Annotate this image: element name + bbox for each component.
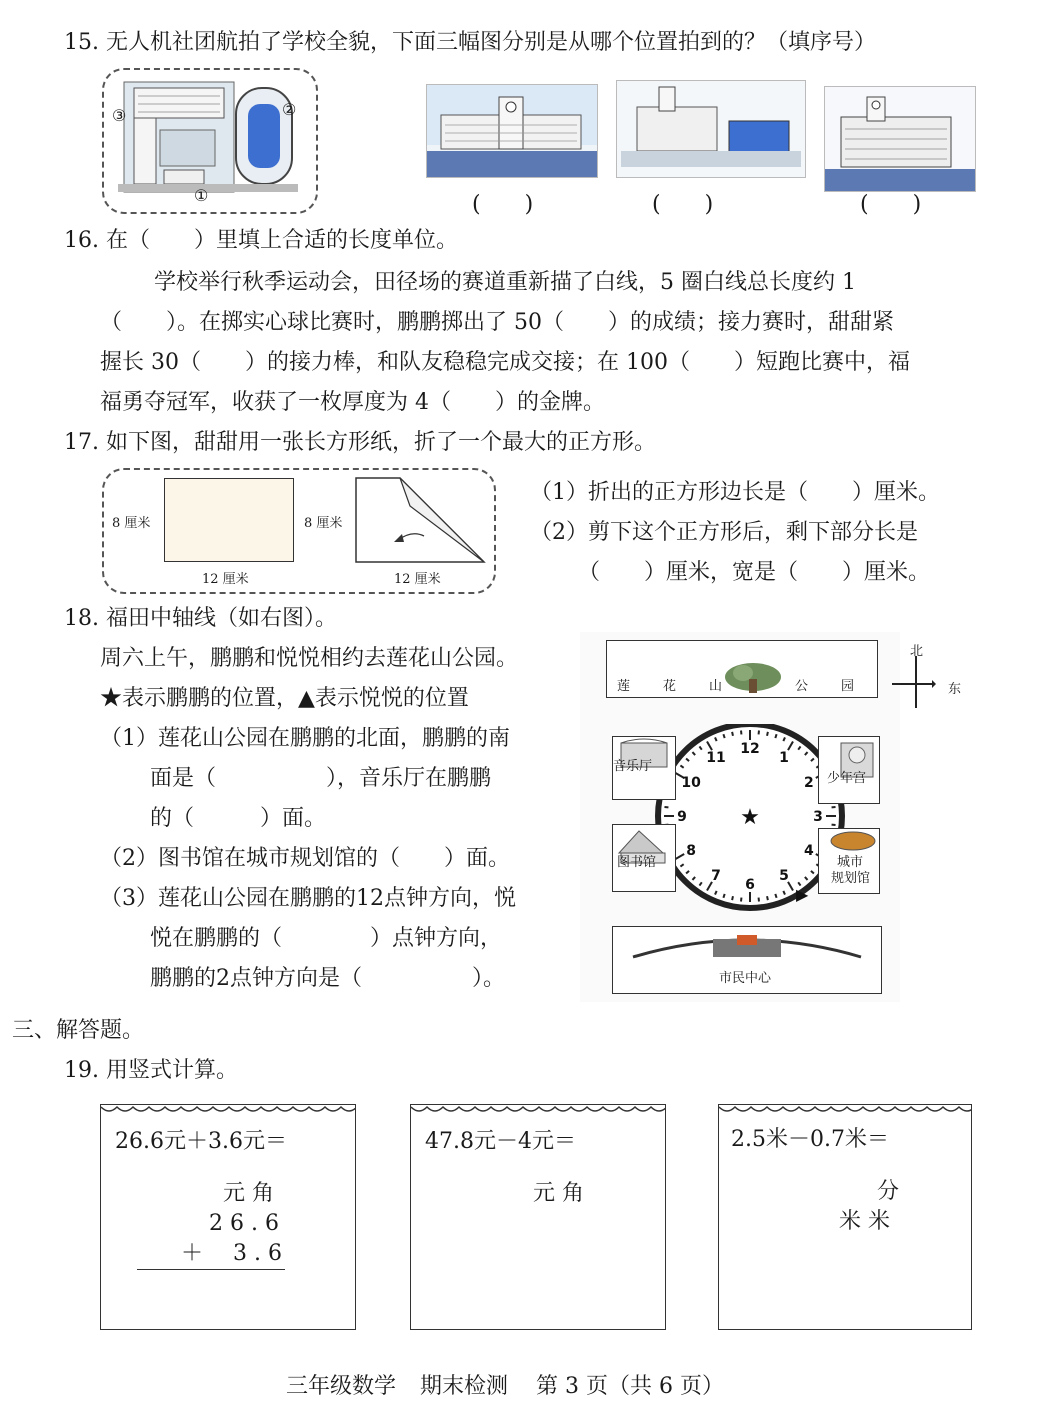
clock-number-9: 9 xyxy=(677,809,687,825)
clock-tick xyxy=(767,732,768,736)
calc-card-1[interactable] xyxy=(100,1104,356,1330)
calc-2-units: 元 角 xyxy=(533,1181,584,1206)
calc-3-unit-top: 分 xyxy=(877,1179,900,1204)
clock-tick xyxy=(775,894,776,898)
q18-line-8: 悦在鹏鹏的（ ）点钟方向， xyxy=(150,926,503,951)
q17-figure-frame xyxy=(102,468,496,594)
calc-card-2[interactable] xyxy=(410,1104,666,1330)
clock-tick xyxy=(723,894,724,898)
footer-page: 第 3 页（共 6 页） xyxy=(536,1374,724,1399)
clock-tick xyxy=(732,896,733,900)
library-label: 图书馆 xyxy=(617,855,657,870)
position-marker-1: ① xyxy=(194,186,209,205)
calc-1-row-1: 2 6 . 6 xyxy=(209,1211,279,1236)
q15-blank-c[interactable]: ( ) xyxy=(860,192,922,217)
campus-overview-frame xyxy=(102,68,318,214)
compass-north: 北 xyxy=(910,644,924,659)
clock-number-1: 1 xyxy=(779,750,789,767)
q18-line-2: ★表示鹏鹏的位置，▲表示悦悦的位置 xyxy=(100,686,469,711)
rect-width-label: 12 厘米 xyxy=(202,572,249,587)
calc-1-row-2: 3 . 6 xyxy=(233,1241,282,1266)
q17-title: 17. 如下图，甜甜用一张长方形纸，折了一个最大的正方形。 xyxy=(64,430,656,455)
position-marker-2: ② xyxy=(282,100,297,119)
planning-hall-box xyxy=(818,828,880,894)
clock-number-6: 6 xyxy=(745,877,755,893)
civic-center-label: 市民中心 xyxy=(719,971,772,986)
q15-blank-a[interactable]: ( ) xyxy=(472,192,534,217)
q16-line-2: （ ）。在掷实心球比赛时，鹏鹏掷出了 50（ ）的成绩；接力赛时，甜甜紧 xyxy=(100,310,894,335)
library-box xyxy=(612,824,676,892)
calc-card-3[interactable] xyxy=(718,1104,972,1330)
yue-triangle-icon: ▶ xyxy=(796,885,809,904)
calc-2-expression: 47.8元－4元＝ xyxy=(425,1129,576,1154)
rect-height-label: 8 厘米 xyxy=(112,516,151,531)
clock-tick xyxy=(723,734,724,738)
q18-line-3: （1）莲花山公园在鹏鹏的北面，鹏鹏的南 xyxy=(100,726,510,751)
music-hall-label: 音乐厅 xyxy=(613,759,653,774)
park-char-4: 公 xyxy=(795,679,809,694)
park-char-5: 园 xyxy=(841,679,855,694)
q18-line-5: 的（ ）面。 xyxy=(150,806,327,831)
axis-map xyxy=(580,632,962,1002)
folded-width-label: 12 厘米 xyxy=(394,572,441,587)
q17-sub-2b: （ ）厘米，宽是（ ）厘米。 xyxy=(578,560,931,585)
clock-tick xyxy=(767,896,768,900)
peng-star-icon: ★ xyxy=(740,805,760,830)
civic-center-roof-icon xyxy=(613,927,881,969)
q16-title: 16. 在（ ）里填上合适的长度单位。 xyxy=(64,228,458,253)
youth-palace-label: 少年宫 xyxy=(827,771,867,786)
q18-line-1: 周六上午，鹏鹏和悦悦相约去莲花山公园。 xyxy=(100,646,519,671)
calc-1-units: 元 角 xyxy=(223,1181,274,1206)
q17-sub-1: （1）折出的正方形边长是（ ）厘米。 xyxy=(530,480,940,505)
q18-line-4: 面是（ ），音乐厅在鹏鹏 xyxy=(150,766,492,791)
clock-number-12: 12 xyxy=(740,741,760,757)
music-hall-box xyxy=(612,736,676,800)
calc-3-units: 米 米 xyxy=(839,1209,890,1234)
q16-line-1: 学校举行秋季运动会，田径场的赛道重新描了白线，5 圈白线总长度约 1 xyxy=(154,270,856,295)
footer-subject: 三年级数学 xyxy=(286,1374,397,1399)
view-photo-b xyxy=(616,80,806,178)
q18-line-6: （2）图书馆在城市规划馆的（ ）面。 xyxy=(100,846,510,871)
folded-paper xyxy=(354,476,490,566)
clock-number-4: 4 xyxy=(804,843,814,859)
park-char-1: 莲 xyxy=(617,679,631,694)
q17-sub-2a: （2）剪下这个正方形后，剩下部分长是 xyxy=(530,520,918,545)
planning-hall-label-2: 规划馆 xyxy=(831,871,871,886)
q18-title: 18. 福田中轴线（如右图）。 xyxy=(64,606,337,631)
calc-1-expression: 26.6元＋3.6元＝ xyxy=(115,1129,287,1154)
clock-number-8: 8 xyxy=(686,843,696,859)
civic-center-box xyxy=(612,926,882,994)
planning-hall-label-1: 城市 xyxy=(837,855,864,870)
q18-line-7: （3）莲花山公园在鹏鹏的12点钟方向，悦 xyxy=(100,886,516,911)
view-photo-a xyxy=(426,84,598,178)
park-char-2: 花 xyxy=(663,679,677,694)
clock-number-10: 10 xyxy=(681,775,701,791)
clock-number-5: 5 xyxy=(779,867,789,884)
paper-rectangle xyxy=(164,478,294,562)
compass-east: 东 xyxy=(948,682,962,697)
section-3-title: 三、解答题。 xyxy=(12,1018,145,1043)
clock-number-7: 7 xyxy=(711,867,721,884)
q15-blank-b[interactable]: ( ) xyxy=(652,192,714,217)
view-photo-c xyxy=(824,86,976,192)
campus-overview-illustration xyxy=(104,70,316,212)
q19-title: 19. 用竖式计算。 xyxy=(64,1058,238,1083)
q15-text: 15. 无人机社团航拍了学校全貌，下面三幅图分别是从哪个位置拍到的？（填序号） xyxy=(64,30,876,55)
q18-line-9: 鹏鹏的2点钟方向是（ ）。 xyxy=(150,966,505,991)
clock-number-2: 2 xyxy=(804,775,814,791)
position-marker-3: ③ xyxy=(112,106,127,125)
q16-line-3: 握长 30（ ）的接力棒，和队友稳稳完成交接；在 100（ ）短跑比赛中，福 xyxy=(100,350,910,375)
clock-number-3: 3 xyxy=(813,809,823,825)
calc-1-operator: ＋ xyxy=(181,1241,204,1266)
calc-1-sum-line xyxy=(137,1269,285,1270)
footer-exam: 期末检测 xyxy=(420,1374,509,1399)
lotus-park-box xyxy=(606,640,878,698)
youth-palace-box xyxy=(818,736,880,804)
clock-tick xyxy=(775,734,776,738)
calc-3-expression: 2.5米－0.7米＝ xyxy=(731,1127,889,1152)
clock-tick xyxy=(732,732,733,736)
compass-icon xyxy=(886,654,936,710)
folded-height-label: 8 厘米 xyxy=(304,516,343,531)
park-tree-icon xyxy=(721,659,785,695)
q16-line-4: 福勇夺冠军，收获了一枚厚度为 4（ ）的金牌。 xyxy=(100,390,605,415)
park-char-3: 山 xyxy=(709,679,723,694)
clock-number-11: 11 xyxy=(706,750,726,767)
